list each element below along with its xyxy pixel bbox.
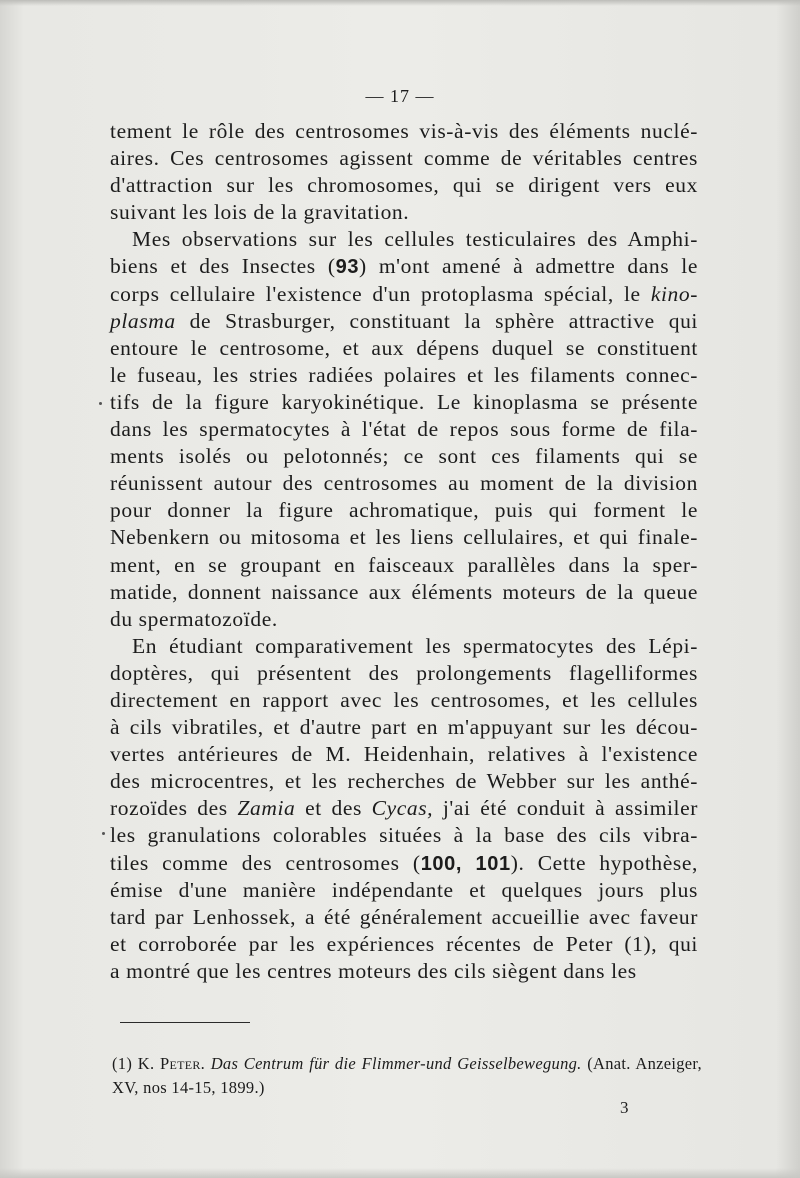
body-text — [110, 118, 698, 985]
text-line: corps cellulaire l'existence d'un protoplasma spécial, le kino- — [110, 281, 698, 306]
paragraph — [110, 633, 698, 985]
text-line: doptères, qui présentent des prolongements flagelliformes — [110, 660, 698, 685]
text-line: biens et des Insectes (93) m'ont amené à admettre dans le — [110, 254, 698, 279]
text-line: à cils vibratiles, et d'autre part en m'appuyant sur les décou- — [110, 715, 698, 740]
text-line: émise d'une manière indépendante et quelques jours plus — [110, 877, 698, 902]
footnote-marker: (1) — [112, 1054, 133, 1073]
bibliography-reference: 93 — [335, 256, 360, 279]
scan-speck — [99, 402, 102, 405]
text-line: rozoïdes des Zamia et des Cycas, j'ai été conduit à assimiler — [110, 796, 699, 821]
text-line: tard par Lenhossek, a été généralement accueillie avec faveur — [110, 904, 698, 929]
text-line: dans les spermatocytes à l'état de repos sous forme de fila- — [110, 417, 698, 442]
italic-term: Cycas, — [371, 796, 434, 821]
page-top-shadow — [0, 0, 800, 6]
italic-term: Zamia — [237, 796, 296, 821]
text-line: plasma de Strasburger, constituant la sphère attractive qui — [110, 308, 698, 333]
paragraph — [110, 118, 698, 226]
paragraph — [110, 226, 698, 632]
text-line: En étudiant comparativement les spermatocytes des Lépi- — [132, 633, 698, 658]
text-line: tement le rôle des centrosomes vis-à-vis des éléments nuclé- — [110, 119, 698, 143]
text-line: ment, en se groupant en faisceaux parallèles dans la sper- — [110, 552, 698, 577]
footnote-author-initial: K. — [137, 1054, 155, 1073]
page-number: — 17 — — [365, 86, 435, 106]
text-line: pour donner la figure achromatique, puis qui forment le — [110, 498, 698, 523]
text-line: des microcentres, et les recherches de Webber sur les anthé- — [110, 769, 698, 794]
italic-term: plasma — [110, 308, 176, 333]
text-line: aires. Ces centrosomes agissent comme de véritables centres — [110, 146, 698, 171]
text-line: a montré que les centres moteurs des cils siègent dans les — [110, 958, 637, 983]
text-line: matide, donnent naissance aux éléments moteurs de la queue — [110, 579, 698, 604]
footnote-author-name: Peter. — [159, 1054, 206, 1073]
footnote-line-2 — [112, 1076, 702, 1100]
scan-speck — [102, 832, 105, 835]
text-line: tifs de la figure karyokinétique. Le kinoplasma se présente — [110, 389, 698, 414]
footnote — [112, 1052, 702, 1100]
footnote-rule — [120, 1022, 250, 1023]
text-line: directement en rapport avec les centrosomes, et les cellules — [110, 687, 698, 712]
text-line: Mes observations sur les cellules testiculaires des Amphi- — [132, 227, 698, 252]
text-line: d'attraction sur les chromosomes, qui se dirigent vers eux — [110, 173, 698, 198]
text-line: tiles comme des centrosomes (100, 101). Cette hypothèse, — [110, 850, 698, 875]
signature-mark: 3 — [620, 1098, 629, 1117]
text-line: et corroborée par les expériences récentes de Peter (1), qui — [110, 931, 698, 956]
bibliography-reference: 100, 101 — [420, 852, 511, 875]
footnote-line-1 — [112, 1052, 702, 1076]
text-line: Nebenkern ou mitosoma et les liens cellulaires, et qui finale- — [110, 525, 698, 550]
footnote-title: Das Centrum für die Flimmer-und Geisselbewegung. — [210, 1054, 582, 1073]
text-line: les granulations colorables situées à la base des cils vibra- — [110, 823, 698, 848]
text-line: du spermatozoïde. — [110, 606, 278, 631]
footnote-source-1: (Anat. Anzeiger, — [587, 1054, 702, 1073]
text-line: entoure le centrosome, et aux dépens duquel se constituent — [110, 335, 698, 360]
footnote-source-2: XV, nos 14-15, 1899.) — [112, 1078, 265, 1097]
text-line: suivant les lois de la gravitation. — [110, 200, 410, 225]
text-line: ments isolés ou pelotonnés; ce sont ces filaments qui se — [110, 444, 698, 469]
text-line: le fuseau, les stries radiées polaires et les filaments connec- — [110, 362, 698, 387]
text-line: réunissent autour des centrosomes au moment de la division — [110, 471, 698, 496]
italic-term: kino- — [650, 281, 698, 306]
page-bottom-shadow — [0, 1168, 800, 1178]
text-line: vertes antérieures de M. Heidenhain, relatives à l'existence — [110, 742, 698, 767]
